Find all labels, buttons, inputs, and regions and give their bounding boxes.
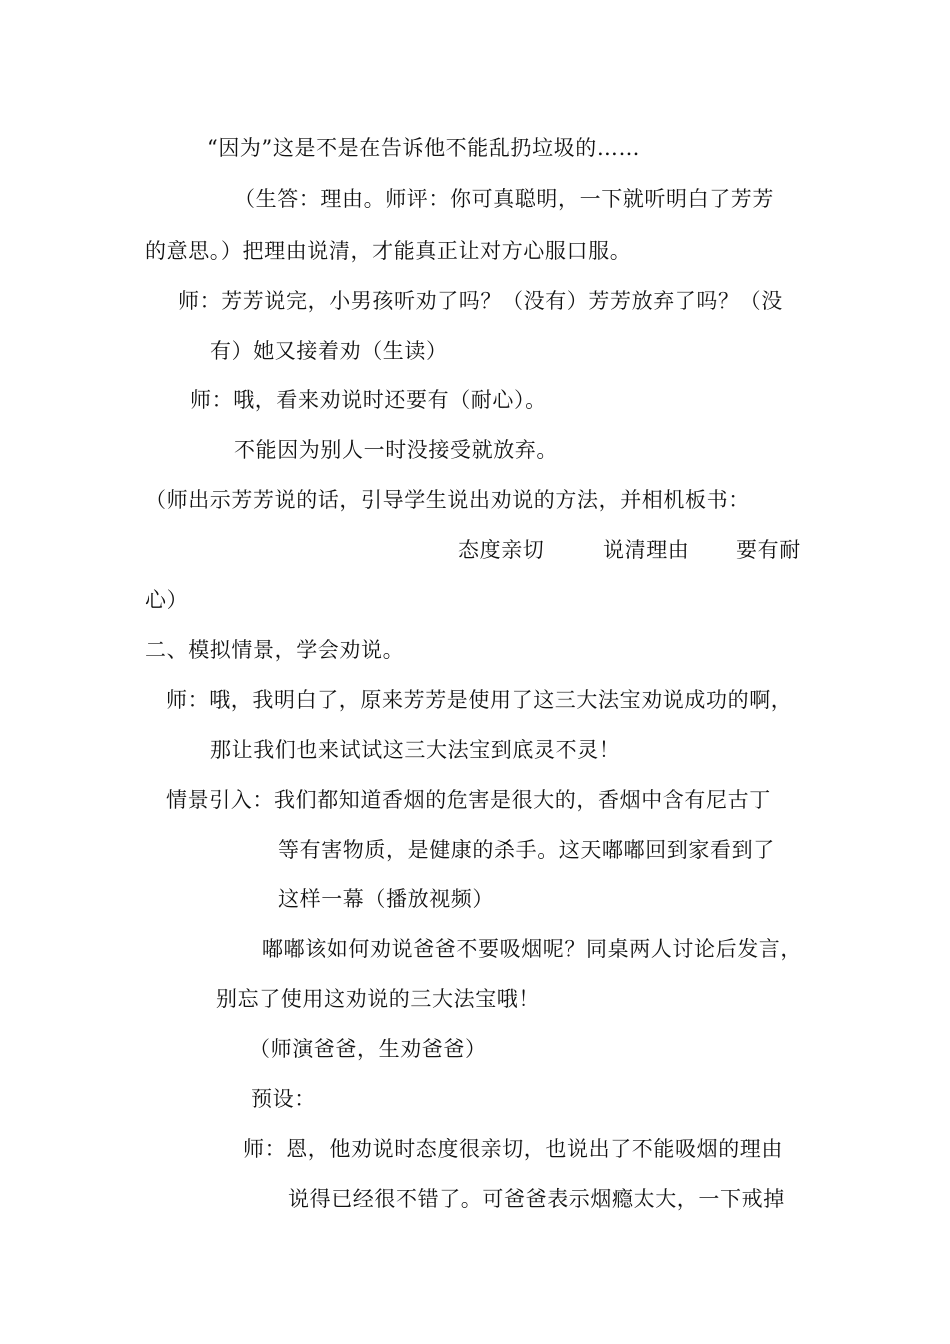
board-item: 要有耐 [736,538,801,562]
text-line: 预设： [251,1087,316,1111]
text-line: 这样一幕（播放视频） [278,887,494,911]
section-heading: 二、模拟情景，学会劝说。 [145,638,405,662]
text-line: （师出示芳芳说的话，引导学生说出劝说的方法，并相机板书： [145,488,750,512]
board-item: 态度亲切 [458,538,545,562]
text-line: 说得已经很不错了。可爸爸表示烟瘾太大，一下戒掉 [288,1187,785,1211]
text-line: 有）她又接着劝（生读） [210,339,448,363]
text-line: 师：恩，他劝说时态度很亲切，也说出了不能吸烟的理由 [243,1137,783,1161]
text-line: 的意思。）把理由说清，才能真正让对方心服口服。 [145,239,632,263]
text-line: 别忘了使用这劝说的三大法宝哦！ [216,987,540,1011]
text-line: 师：哦，我明白了，原来芳芳是使用了这三大法宝劝说成功的啊， [166,688,793,712]
text-line: （生答：理由。师评：你可真聪明，一下就听明白了芳芳 [234,187,774,211]
text-line: 心） [145,588,189,612]
text-line: 不能因为别人一时没接受就放弃。 [234,438,558,462]
text-line: 师：芳芳说完，小男孩听劝了吗？（没有）芳芳放弃了吗？（没 [178,289,783,313]
text-line: 等有害物质，是健康的杀手。这天嘟嘟回到家看到了 [278,838,775,862]
text-line: 嘟嘟该如何劝说爸爸不要吸烟呢？同桌两人讨论后发言， [262,937,802,961]
board-item: 说清理由 [603,538,690,562]
text-line: “因为”这是不是在告诉他不能乱扔垃圾的…… [207,136,641,160]
text-line: （师演爸爸，生劝爸爸） [249,1037,487,1061]
text-line: 师：哦，看来劝说时还要有（耐心）。 [190,388,547,412]
text-line: 情景引入：我们都知道香烟的危害是很大的，香烟中含有尼古丁 [166,788,771,812]
text-line: 那让我们也来试试这三大法宝到底灵不灵！ [210,738,621,762]
